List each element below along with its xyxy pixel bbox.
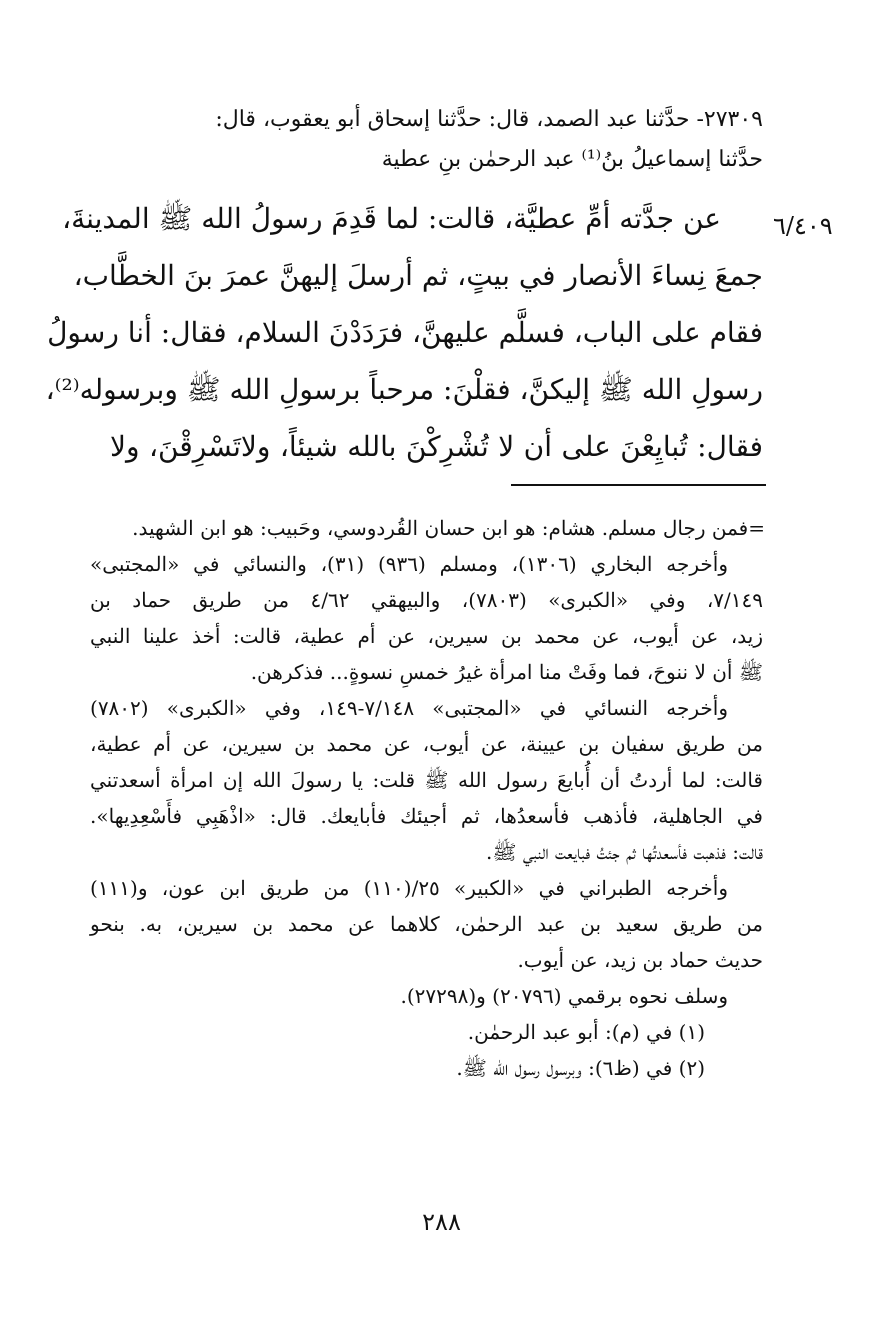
hadith-main-text: [45, 190, 763, 475]
footnote-line: حديث حماد بن زيد، عن أيوب.: [517, 948, 763, 972]
footnote-line: قالت: فذهبت فأسعدتُها ثم جئتُ فبايعت النبي ﷺ.: [485, 840, 763, 864]
footnote-line: وأخرجه الطبراني في «الكبير» ٢٥/(١١٠) من طريق ابن عون، و(١١١): [90, 876, 728, 900]
main-text-line: عن جدَّته أمِّ عطيَّة، قالت: لما قَدِمَ رسولُ الله ﷺ المدينةَ،: [62, 202, 721, 235]
hadith-chain-header: [110, 100, 763, 180]
footnote-line: قالت: لما أردتُ أن أُبايعَ رسول الله ﷺ قلت: يا رسولَ الله إن امرأة أسعدتني: [90, 768, 763, 792]
footnote-line: وسلف نحوه برقمي (٢٠٧٩٦) و(٢٧٢٩٨).: [400, 984, 728, 1008]
footnotes-block: [90, 510, 763, 1086]
footnote-line: من طريق سعيد بن عبد الرحمٰن، كلاهما عن محمد بن سيرين، به. بنحو: [90, 912, 763, 936]
footnote-line: وأخرجه البخاري (١٣٠٦)، ومسلم (٩٣٦) (٣١)، والنسائي في «المجتبى»: [90, 552, 729, 576]
main-text-line: فقام على الباب، فسلَّم عليهنَّ، فرَدَدْنَ السلام، فقال: أنا رسولُ: [47, 316, 763, 349]
footnote-line: ﷺ أن لا ننوحَ، فما وفَتْ منا امرأة غيرُ خمسِ نسوةٍ... فذكرهن.: [250, 660, 763, 684]
footnote-line: وأخرجه النسائي في «المجتبى» ٧/١٤٨-١٤٩، وفي «الكبرى» (٧٨٠٢): [90, 696, 728, 720]
footnote-separator: [511, 484, 766, 486]
footnote-line: =فمن رجال مسلم. هشام: هو ابن حسان القُردوسي، وحَبيب: هو ابن الشهيد.: [132, 516, 765, 540]
footnote-line: زيد، عن أيوب، عن محمد بن سيرين، عن أم عطية، قالت: أخذ علينا النبي: [90, 624, 763, 648]
page-number: ٢٨٨: [422, 1208, 461, 1236]
main-text-line: فقال: تُبايِعْنَ على أن لا تُشْرِكْنَ بالله شيئاً، ولاتَسْرِقْنَ، ولا: [110, 430, 763, 463]
main-text-line: رسولِ الله ﷺ إليكنَّ، فقلْنَ: مرحباً برسولِ الله ﷺ وبرسوله⁽²⁾،: [45, 373, 763, 406]
main-text-line: جمعَ نِساءَ الأنصار في بيتٍ، ثم أرسلَ إليهنَّ عمرَ بنَ الخطَّاب،: [73, 259, 763, 292]
header-line: حدَّثنا إسماعيلُ بنُ⁽¹⁾ عبد الرحمٰن بنِ عطية: [381, 147, 763, 172]
footnote-line: ٧/١٤٩، وفي «الكبرى» (٧٨٠٣)، والبيهقي ٤/٦٢ من طريق حماد بن: [90, 588, 763, 612]
footnote-line: (٢) في (ظ٦): وبرسول رسول الله ﷺ.: [456, 1056, 705, 1080]
header-line: ٢٧٣٠٩- حدَّثنا عبد الصمد، قال: حدَّثنا إسحاق أبو يعقوب، قال:: [215, 107, 763, 132]
footnote-line: من طريق سفيان بن عيينة، عن أيوب، عن محمد بن سيرين، عن أم عطية،: [90, 732, 763, 756]
footnote-line: في الجاهلية، فأذهب فأسعدُها، ثم أجيئك فأبايعك. قال: «اذْهَبِي فأَسْعِدِيها».: [90, 804, 763, 828]
margin-volume-page-marker: ٦/٤٠٩: [773, 212, 833, 240]
footnote-line: (١) في (م): أبو عبد الرحمٰن.: [467, 1020, 705, 1044]
